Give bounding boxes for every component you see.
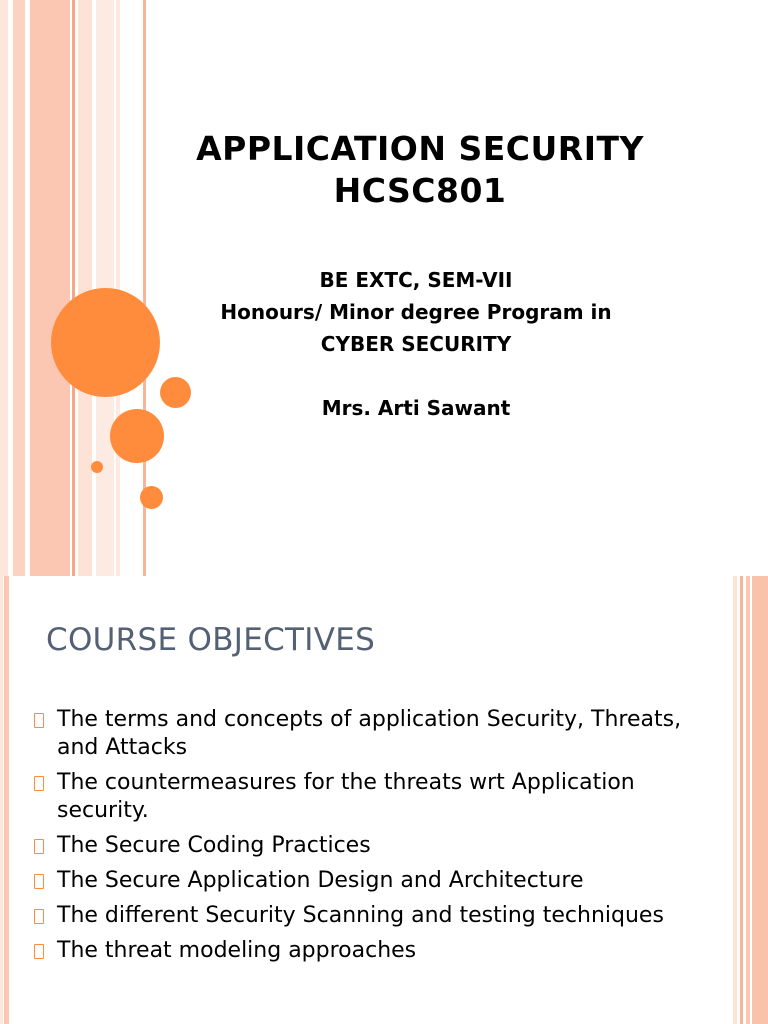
objective-text: The terms and concepts of application Security, Threats, and Attacks	[57, 707, 682, 760]
bullet-icon	[34, 839, 44, 854]
decor-stripe	[78, 0, 92, 576]
bullet-icon	[34, 713, 44, 728]
decor-stripe	[4, 576, 9, 1024]
list-item	[32, 769, 722, 825]
subtitle-line: CYBER SECURITY	[320, 332, 512, 356]
objective-text: The threat modeling approaches	[57, 938, 417, 963]
slide-title	[150, 128, 690, 212]
decor-stripe	[0, 576, 3, 1024]
decor-stripe	[746, 576, 750, 1024]
decor-stripe	[116, 0, 120, 576]
decor-stripe	[13, 0, 25, 576]
decor-circle-tiny	[91, 461, 103, 473]
decor-stripe	[752, 576, 768, 1024]
subtitle-line: Honours/ Minor degree Program in	[220, 300, 612, 324]
objectives-heading: COURSE OBJECTIVES	[46, 622, 376, 658]
objective-text: The Secure Application Design and Architecture	[57, 868, 584, 893]
objective-text: The countermeasures for the threats wrt Application security.	[57, 770, 635, 823]
list-item	[32, 867, 722, 895]
bullet-icon	[34, 944, 44, 959]
author-name: Mrs. Arti Sawant	[321, 396, 511, 420]
objective-text: The different Security Scanning and testing techniques	[57, 903, 664, 928]
objectives-list	[32, 706, 722, 972]
decor-stripe	[0, 0, 8, 576]
list-item	[32, 902, 722, 930]
decor-stripe	[30, 0, 70, 576]
subtitle-block	[150, 264, 682, 360]
bullet-icon	[34, 776, 44, 791]
decor-stripe	[72, 0, 75, 576]
bullet-icon	[34, 909, 44, 924]
decor-circle-small	[140, 486, 163, 509]
decor-stripe	[733, 576, 737, 1024]
list-item	[32, 937, 722, 965]
title-line-1: APPLICATION SECURITY	[196, 129, 644, 168]
decor-stripe	[740, 576, 743, 1024]
bullet-icon	[34, 874, 44, 889]
decor-circle-large	[51, 288, 160, 397]
subtitle-line: BE EXTC, SEM-VII	[319, 268, 513, 292]
list-item	[32, 706, 722, 762]
objective-text: The Secure Coding Practices	[57, 833, 371, 858]
title-line-2: HCSC801	[333, 171, 507, 210]
list-item	[32, 832, 722, 860]
